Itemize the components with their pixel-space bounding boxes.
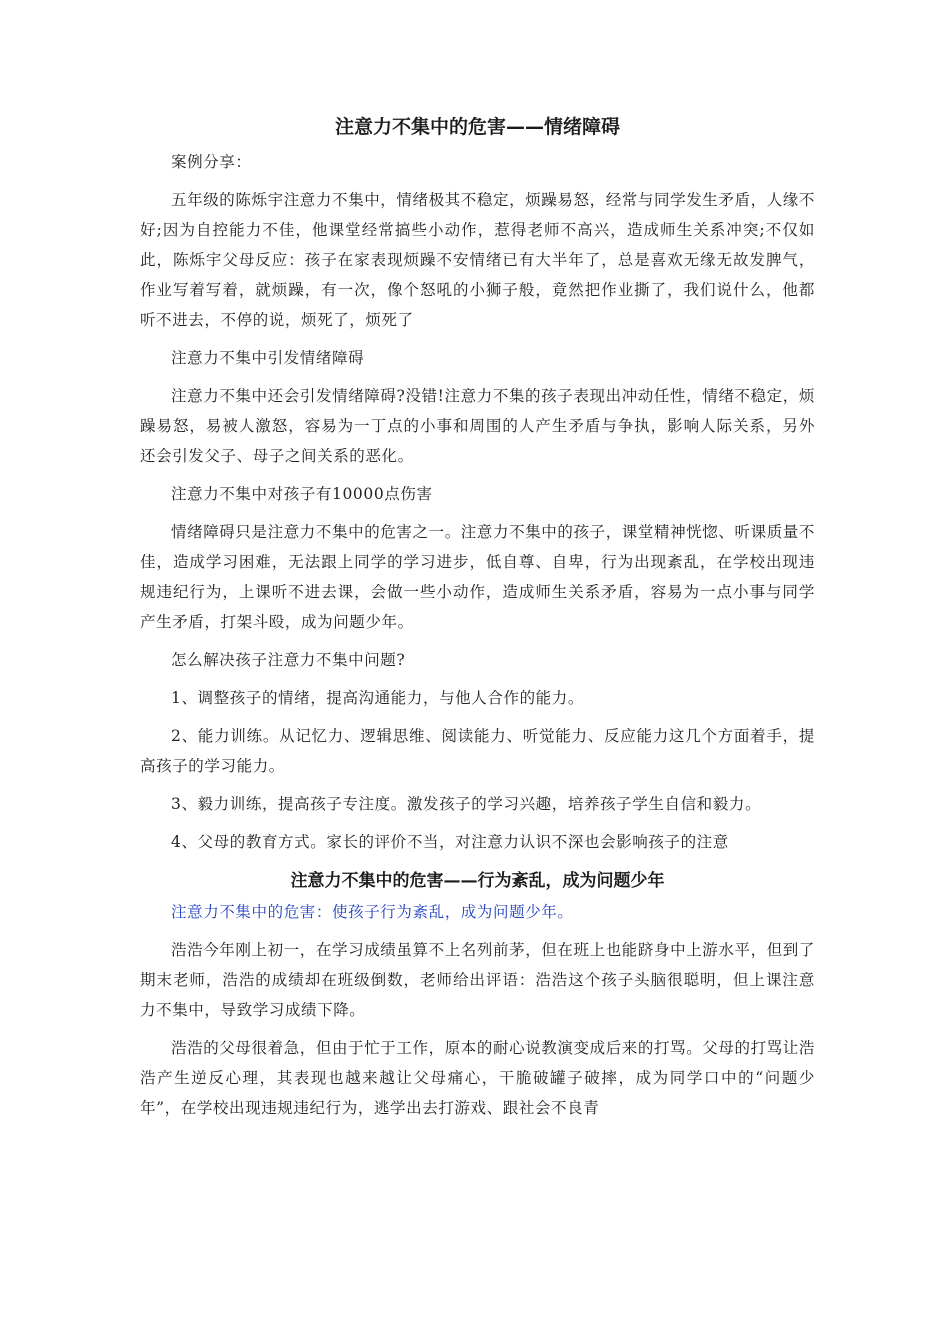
solution-item-3: 3、毅力训练，提高孩子专注度。激发孩子的学习兴趣，培养孩子学生自信和毅力。: [171, 795, 762, 813]
section-title-emotional-disorder: 注意力不集中的危害——情绪障碍: [334, 116, 620, 138]
haohao-paragraph-2: 浩浩的父母很着急，但由于忙于工作，原本的耐心说教演变成后来的打骂。父母的打骂让浩浩产生逆反心理，其表现也越来越让父母痛心，干脆破罐子破摔，成为同学口中的“问题少年”，在学校出现违规违纪行为，逃学出去打游戏、跟社会不良青: [140, 1039, 816, 1117]
harm-paragraph: 情绪障碍只是注意力不集中的危害之一。注意力不集中的孩子，课堂精神恍惚、听课质量不佳，造成学习困难，无法跟上同学的学习进步，低自尊、自卑，行为出现紊乱，在学校出现违规违纪行为，上课听不进去课，会做一些小动作，造成师生关系矛盾，容易为一点小事与同学产生矛盾，打架斗殴，成为问题少年。: [140, 523, 816, 631]
section-title-behavior-disorder: 注意力不集中的危害——行为紊乱，成为问题少年: [290, 871, 665, 891]
case-paragraph: 五年级的陈烁宇注意力不集中，情绪极其不稳定，烦躁易怒，经常与同学发生矛盾，人缘不好;因为自控能力不佳，他课堂经常搞些小动作，惹得老师不高兴，造成师生关系冲突;不仅如此，陈烁宇父母反应：孩子在家表现烦躁不安情绪已有大半年了，总是喜欢无缘无故发脾气，作业写着写着，就烦躁，有一次，像个怒吼的小狮子般，竟然把作业撕了，我们说什么，他都听不进去，不停的说，烦死了，烦死了: [140, 191, 816, 329]
solve-subheading: 怎么解决孩子注意力不集中问题?: [171, 651, 406, 669]
harm-subheading: 注意力不集中对孩子有10000点伤害: [171, 485, 433, 503]
document-body: [140, 107, 815, 1131]
solution-item-2: 2、能力训练。从记忆力、逻辑思维、阅读能力、听觉能力、反应能力这几个方面着手，提高孩子的学习能力。: [140, 727, 815, 775]
solution-item-4: 4、父母的教育方式。家长的评价不当，对注意力认识不深也会影响孩子的注意: [171, 833, 729, 851]
emotion-subheading: 注意力不集中引发情绪障碍: [171, 349, 365, 367]
haohao-paragraph-1: 浩浩今年刚上初一，在学习成绩虽算不上名列前茅，但在班上也能跻身中上游水平，但到了期末老师，浩浩的成绩却在班级倒数，老师给出评语：浩浩这个孩子头脑很聪明，但上课注意力不集中，导致学习成绩下降。: [140, 941, 816, 1019]
emotion-paragraph: 注意力不集中还会引发情绪障碍?没错!注意力不集的孩子表现出冲动任性，情绪不稳定，烦躁易怒，易被人激怒，容易为一丁点的小事和周围的人产生矛盾与争执，影响人际关系，另外还会引发父子、母子之间关系的恶化。: [140, 387, 815, 465]
blue-summary-line: 注意力不集中的危害：使孩子行为紊乱，成为问题少年。: [171, 903, 574, 921]
case-share-label: 案例分享：: [171, 153, 252, 171]
solution-item-1: 1、调整孩子的情绪，提高沟通能力，与他人合作的能力。: [171, 689, 584, 707]
